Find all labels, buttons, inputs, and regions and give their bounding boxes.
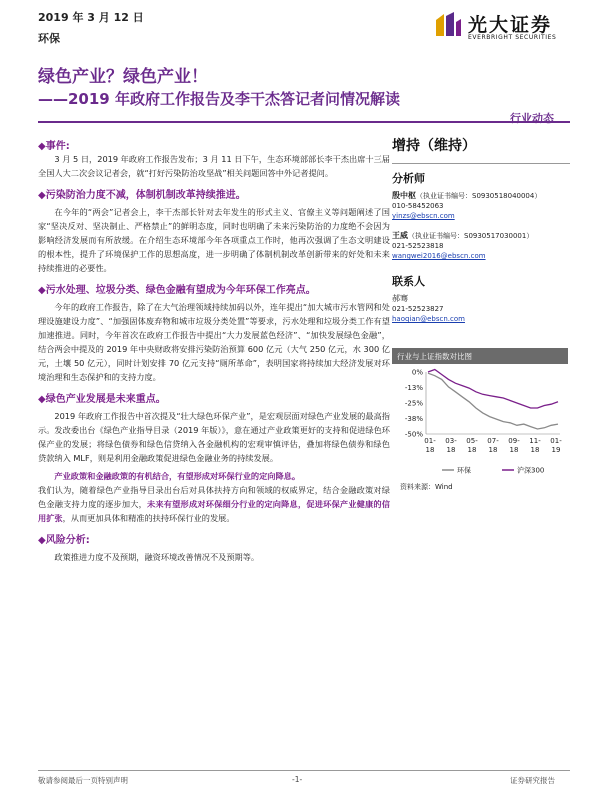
chart-source: 资料来源：Wind [400, 483, 453, 491]
y-tick-label: -13% [404, 384, 423, 392]
section-risk-text: 政策推进力度不及预期，融资环境改善情况不及预期等。 [54, 552, 260, 562]
y-tick-label: -50% [404, 430, 423, 439]
section-green-industry-text2: 我们认为，随着绿色产业指导目录出台后对具体扶持方向和领域的权威界定，结合金融政策对绿色金融支持力度的逐步加大，未来有望形成对环保细分行业的定向降息，促进环保产业健康的信用扩张，从而更加具体和精准的扶持环保行业的发展。 [38, 485, 390, 523]
diamond-icon: ◆ [38, 285, 46, 296]
section-pollution-heading: ◆污染防治力度不减，体制机制改革持续推进。 [38, 190, 246, 201]
section-highlights-text: 今年的政府工作报告，除了在大气治理领域持续加码以外，连年提出“加大城市污水管网和处理设施建设力度”、“加强固体废弃物和城市垃圾分类处置”等要求，污水处理和垃圾分类工作有望加速推进。同时，今年首次在政府工作报告中提出“大力发展蓝色经济”、“加快发展绿色金融”，结合两会中提及的 2019 年中央财政将安排污染防治预算 600 亿元（大气 250 亿元，水 300 亿元，土壤 50 亿元），同时计划安排 70 亿元支持“厕所革命”，表明国家将持续加大经济发展对环境治理和生态保护和的支持力度。 [38, 302, 390, 382]
x-tick-label-year: 18 [488, 446, 498, 454]
analyst-email-link[interactable]: wangwei2016@ebscn.com [392, 252, 486, 260]
analyst-email-link[interactable]: yinzs@ebscn.com [392, 212, 455, 220]
x-tick-label: 03- [445, 437, 457, 445]
legend-label: 沪深300 [517, 466, 545, 475]
report-date: 2019 年 3 月 12 日 [38, 11, 144, 24]
diamond-icon: ◆ [38, 141, 46, 152]
analyst-phone: 021-52523818 [392, 242, 444, 250]
x-tick-label-year: 18 [446, 446, 456, 454]
analyst-phone: 010-58452063 [392, 202, 444, 210]
logo-chinese-text: 光大证券 [468, 14, 553, 36]
section-highlights [38, 281, 390, 384]
x-tick-label-year: 18 [467, 446, 477, 454]
page-number: -1- [292, 775, 303, 784]
page-subtitle: ——2019 年政府工作报告及李干杰答记者问情况解读 [38, 90, 400, 108]
event-heading: ◆事件: [38, 141, 70, 152]
series-line-1 [428, 373, 558, 429]
industry-category: 环保 [38, 32, 60, 45]
contact-entry [392, 294, 570, 324]
y-tick-label: -25% [404, 399, 423, 408]
section-highlights-heading: ◆污水处理、垃圾分类、绿色金融有望成为今年环保工作亮点。 [38, 285, 316, 296]
analyst-entry [392, 191, 570, 221]
diamond-icon: ◆ [38, 394, 46, 405]
page-title: 绿色产业？绿色产业！ [38, 67, 208, 87]
section-green-industry-text1: 2019 年政府工作报告中首次提及“壮大绿色环保产业”，是宏观层面对绿色产业发展的最高指示。发改委出台《绿色产业指导目录（2019 年版）》，意在通过产业政策更好的支持和促进绿色环保产业的发展；将绿色债券和绿色信贷纳入各金融机构的宏观审慎评估，叠加将绿色债券和绿色贷款纳入 MLF，则是利用金融政策促进绿色金融业务的持续发展。 [38, 411, 390, 463]
section-pollution-text: 在今年的“两会”记者会上，李干杰部长针对去年发生的形式主义、官僚主义等问题阐述了国家“坚决反对、坚决制止、严格禁止”的鲜明态度，同时也明确了未来污染防治的力度绝不会因为影响经济发展而有所放缓。在介绍生态环境部今年各项重点工作时，他再次强调了生态文明建设的根本性，提升了环境保护工作的思想高度，进一步明确了体制机制改革创新带来的好处和未来持续推进的必要性。 [38, 207, 390, 273]
section-green-industry-heading: ◆绿色产业发展是未来重点。 [38, 394, 166, 405]
diamond-icon: ◆ [38, 535, 46, 546]
section-risk [38, 531, 390, 564]
x-tick-label-year: 19 [551, 446, 561, 454]
x-tick-label-year: 18 [530, 446, 540, 454]
footer-report-label: 证券研究报告 [510, 776, 555, 785]
company-logo [430, 8, 570, 48]
logo-english-text: EVERBRIGHT SECURITIES [468, 34, 557, 41]
section-risk-heading: ◆风险分析: [38, 535, 90, 546]
section-green-industry-emph: 产业政策和金融政策的有机结合，有望形成对环保行业的定向降息。 [54, 471, 301, 481]
x-tick-label: 01- [424, 437, 436, 445]
x-tick-label-year: 18 [425, 446, 435, 454]
event-text: 3 月 5 日，2019 年政府工作报告发布；3 月 11 日下午，生态环境部部长李干杰出席十三届全国人大二次会议记者会，就“打好污染防治攻坚战”相关问题回答中外记者提问。 [38, 154, 390, 178]
logo-mark-icon [430, 8, 464, 42]
contact-phone: 021-52523827 [392, 305, 444, 313]
analyst-heading: 分析师 [392, 172, 425, 185]
section-pollution [38, 186, 390, 275]
comparison-line-chart [392, 366, 568, 480]
legend-label: 环保 [457, 466, 471, 475]
series-line-2 [428, 370, 558, 409]
chart-title: 行业与上证指数对比图 [397, 352, 472, 361]
footer-divider [38, 770, 570, 771]
analyst-entry [392, 231, 570, 261]
contact-name: 郝骞 [392, 294, 408, 303]
section-green-industry [38, 390, 390, 525]
sidebar-divider [392, 163, 570, 164]
x-tick-label: 01- [550, 437, 562, 445]
x-tick-label: 11- [529, 437, 541, 445]
y-tick-label: 0% [411, 368, 423, 377]
analyst-name-line: 殷中枢（执业证书编号：S0930518040004） [392, 191, 542, 200]
analyst-name-line: 王威（执业证书编号：S0930517030001） [392, 231, 534, 240]
y-tick-label: -38% [404, 415, 423, 423]
sidebar [390, 125, 570, 324]
report-type-label: 行业动态 [510, 112, 554, 125]
x-tick-label: 07- [487, 437, 499, 445]
diamond-icon: ◆ [38, 190, 46, 201]
footer-disclaimer: 敬请参阅最后一页特别声明 [38, 776, 128, 785]
rating-label: 增持（维持） [392, 138, 476, 154]
x-tick-label-year: 18 [509, 446, 519, 454]
x-tick-label: 09- [508, 437, 520, 445]
event-section [38, 137, 390, 180]
x-tick-label: 05- [466, 437, 478, 445]
main-content [38, 125, 390, 564]
title-divider [38, 121, 570, 123]
contact-heading: 联系人 [392, 275, 425, 288]
contact-email-link[interactable]: haoqian@ebscn.com [392, 315, 465, 323]
